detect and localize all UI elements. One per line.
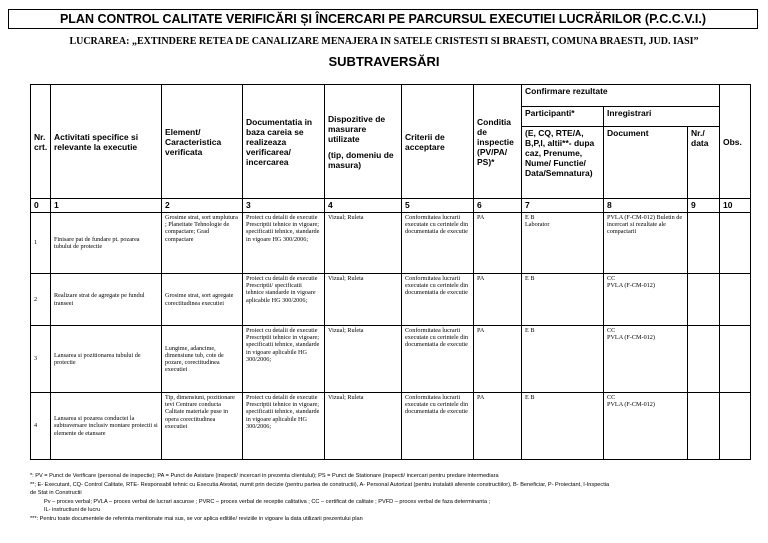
row-criterii: Conformitatea lucrarii executate cu cerintele din documentatia de executie <box>402 213 474 274</box>
row-obs <box>720 213 751 274</box>
column-number: 7 <box>522 199 604 213</box>
footnote-inspection-points: *: PV = Punct de Verificare (personal de inspectie); PA = Punct de Asistare (inspecti/ incercari in prezenta clientului); PS = Punct de Stationare (inspecti/ incercari pentru predare intermediara <box>30 473 499 479</box>
row-participanti: E B <box>522 326 604 393</box>
footnote-instructions: IL- instructiuni de lucru <box>44 507 101 514</box>
row-nr-data <box>688 393 720 460</box>
row-nr-data <box>688 213 720 274</box>
row-obs <box>720 274 751 326</box>
header-nr-crt: Nr. crt. <box>31 85 51 199</box>
row-nr: 3 <box>31 326 51 393</box>
column-number: 10 <box>720 199 751 213</box>
header-inregistrari: Inregistrari <box>604 107 720 127</box>
row-nr-data <box>688 326 720 393</box>
footnote-participants: **; E- Executant, CQ- Control Calitate, RTE- Responsabil tehnic cu Executia Atestat, numit prin decizie (pentru partea de constructii), A- Personal Autorizat (pentru instalatii aferente constructiilor), B- Beneficiar, P- Proiectant, I-Inspectia <box>30 481 610 488</box>
row-element: Tip, dimensiuni, pozitionare tevi Centrare conducta Calitate materiale puse in opera corectitudinea executiei <box>162 393 243 460</box>
row-document: PVLA (F-CM-012) Buletin de incercari si rezultate ale compactarii <box>604 213 688 274</box>
table-row <box>31 326 751 393</box>
column-number: 6 <box>474 199 522 213</box>
dispozitive-subtitle: (tip, domeniu de masura) <box>328 149 394 170</box>
row-criterii: Conformitatea lucrarii executate cu cerintele din documentatia de executie <box>402 326 474 393</box>
row-nr: 2 <box>31 274 51 326</box>
header-obs: Obs. <box>720 85 751 199</box>
row-dispozitive: Vizual; Ruleta <box>325 393 402 460</box>
row-documentatia: Proiect cu detalii de executie Prescriptii tehnice in vigoare; specificatii tehnice, standarde in vigoare aplicabile HG 300/2006; <box>243 393 325 460</box>
row-dispozitive: Vizual; Ruleta <box>325 326 402 393</box>
row-element: Lungime, adancime, dimensiune tub, cote de pozare, corectitudinea executiei <box>162 326 243 393</box>
row-criterii: Conformitatea lucrarii executate cu cerintele din documentatia de executie <box>402 393 474 460</box>
document-title: PLAN CONTROL CALITATE VERIFICĂRI ȘI ÎNCERCARI PE PARCURSUL EXECUTIEI LUCRĂRILOR (P.C.C.V.I.) <box>8 9 758 29</box>
column-number: 8 <box>604 199 688 213</box>
header-activitati: Activitati specifice si relevante la executie <box>51 85 162 199</box>
dispozitive-title: Dispozitive de masurare utilizate <box>328 113 386 144</box>
row-participanti: E B <box>522 274 604 326</box>
footnote-participants-cont: de Stat in Constructii <box>30 490 82 497</box>
table-row <box>31 393 751 460</box>
column-number: 2 <box>162 199 243 213</box>
row-activitate: Lansarea si pozarea conductei la subtraversare inclusiv montare protectii si elemente de etansare <box>51 393 162 460</box>
header-participanti: Participanti* <box>522 107 604 127</box>
column-number: 1 <box>51 199 162 213</box>
row-conditia: PA <box>474 393 522 460</box>
row-documentatia: Proiect cu detalii de executie Prescriptii tehnice in vigoare; specificatii tehnice, standarde in vigoare aplicabile HG 300/2006; <box>243 326 325 393</box>
row-element: Grosime strat, sort agregate corectitudinea executiei <box>162 274 243 326</box>
row-obs <box>720 326 751 393</box>
footnotes <box>30 472 750 524</box>
header-dispozitive <box>325 85 402 199</box>
row-activitate: Lansarea si pozitionarea tubului de protectie <box>51 326 162 393</box>
row-participanti: E B Laborator <box>522 213 604 274</box>
row-document: CC PVLA (F-CM-012) <box>604 326 688 393</box>
row-documentatia: Proiect cu detalii de executie Prescriptii/ specificatii tehnice standarde in vigoare aplicabile HG 300/2006; <box>243 274 325 326</box>
row-nr: 4 <box>31 393 51 460</box>
header-element: Element/ Caracteristica verificata <box>162 85 243 199</box>
row-document: CC PVLA (F-CM-012) <box>604 393 688 460</box>
column-number: 3 <box>243 199 325 213</box>
row-nr-data <box>688 274 720 326</box>
header-criterii: Criterii de acceptare <box>402 85 474 199</box>
row-criterii: Conformitatea lucrarii executate cu cerintele din documentatia de executie <box>402 274 474 326</box>
row-dispozitive: Vizual; Ruleta <box>325 213 402 274</box>
header-document: Document <box>604 127 688 199</box>
table-row <box>31 213 751 274</box>
row-conditia: PA <box>474 213 522 274</box>
column-number-row <box>31 199 751 213</box>
control-plan-table <box>30 84 751 460</box>
section-subtitle: SUBTRAVERSĂRI <box>328 54 440 69</box>
header-confirmare: Confirmare rezultate <box>522 85 720 107</box>
column-number: 5 <box>402 199 474 213</box>
row-conditia: PA <box>474 326 522 393</box>
header-conditia: Conditia de inspectie (PV/PA/ PS)* <box>474 85 522 199</box>
row-nr: 1 <box>31 213 51 274</box>
row-element: Grosime strat, sort umplutura ; Planeitate Tehnologie de compactare; Grad compactare <box>162 213 243 274</box>
column-number: 9 <box>688 199 720 213</box>
footnote-abbreviations: Pv – proces verbal; PVLA – proces verbal de lucrari ascunse ; PVRC – proces verbal de receptie calitativa ; CC – certificat de calitate ; PVFD – proces verbal de faza determinanta ; <box>44 498 491 505</box>
row-documentatia: Proiect cu detalii de executie Prescriptii tehnice in vigoare; specificatii tehnice, standarde in vigoare HG 300/2006; <box>243 213 325 274</box>
header-documentatia: Documentatia in baza careia se realizeaza verificarea/ incercarea <box>243 85 325 199</box>
header-nr-data: Nr./ data <box>688 127 720 199</box>
project-name: LUCRAREA: „EXTINDERE RETEA DE CANALIZARE MENAJERA IN SATELE CRISTESTI SI BRAESTI, COMUNA BRAESTI, JUD. IASI” <box>69 36 699 47</box>
row-activitate: Finisare pat de fundare pt. pozarea tubului de protectie <box>51 213 162 274</box>
row-participanti: E B <box>522 393 604 460</box>
footnote-references: ***: Pentru toate documentele de referinta mentionate mai sus, se vor aplica editiile/ reviziile in vigoare la data utilizarii prezentului plan <box>30 515 363 522</box>
header-participanti-detail: (E, CQ, RTE/A, B,P,I, altii**- dupa caz, Prenume, Nume/ Functie/ Data/Semnatura) <box>522 127 604 199</box>
column-number: 0 <box>31 199 51 213</box>
row-document: CC PVLA (F-CM-012) <box>604 274 688 326</box>
row-obs <box>720 393 751 460</box>
row-conditia: PA <box>474 274 522 326</box>
column-number: 4 <box>325 199 402 213</box>
row-dispozitive: Vizual; Ruleta <box>325 274 402 326</box>
row-activitate: Realizare strat de agregate pe fundul transeei <box>51 274 162 326</box>
table-row <box>31 274 751 326</box>
